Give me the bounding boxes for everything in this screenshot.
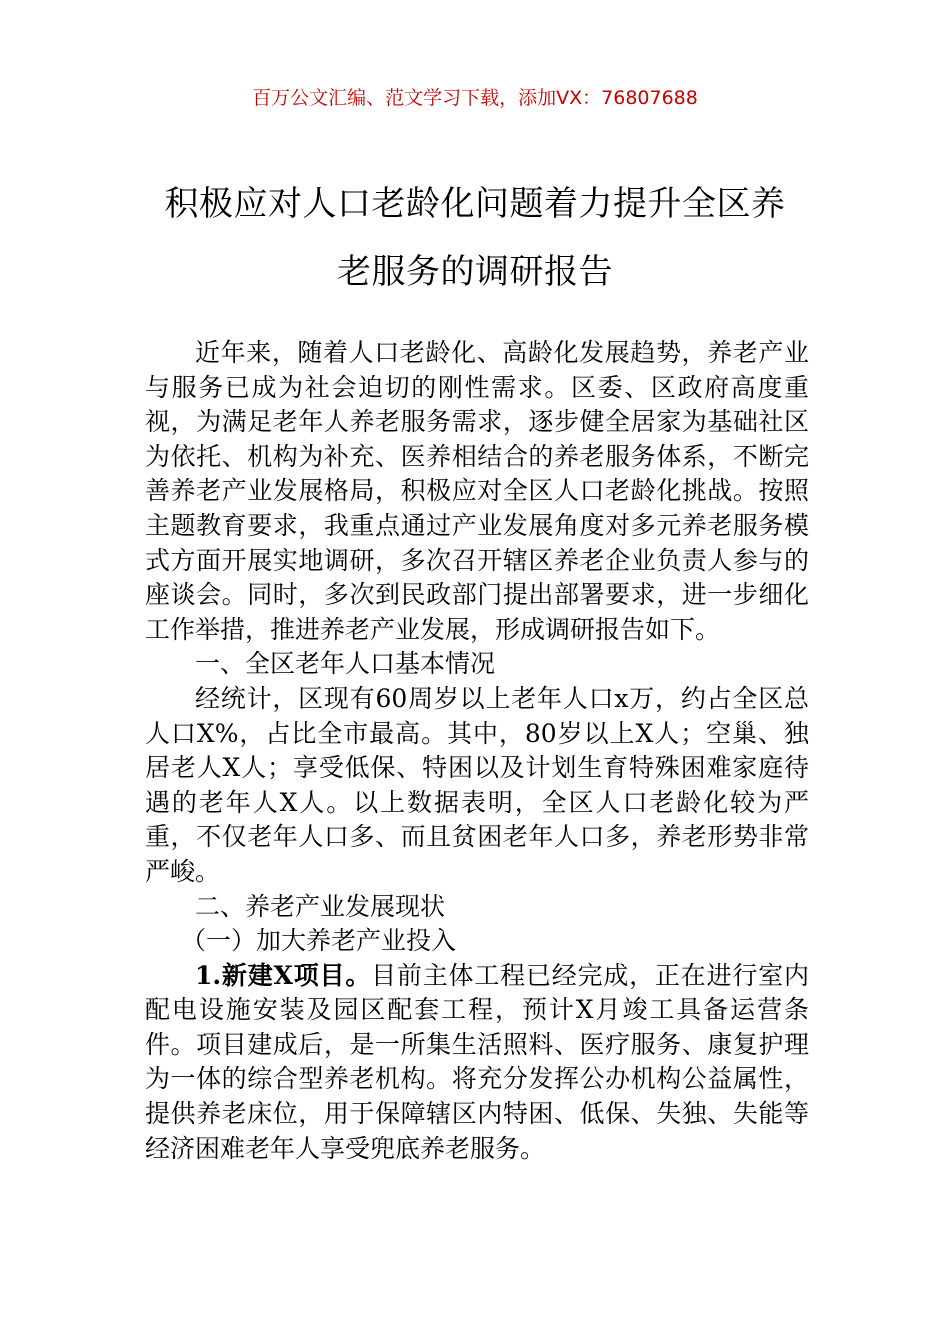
- document-body: [145, 336, 809, 1166]
- item-1-text: 目前主体工程已经完成，正在进行室内配电设施安装及园区配套工程，预计X月竣工具备运营条件。项目建成后，是一所集生活照料、医疗服务、康复护理为一体的综合型养老机构。将充分发挥公办机构公益属性，提供养老床位，用于保障辖区内特困、低保、失独、失能等经济困难老年人享受兜底养老服务。: [145, 960, 809, 1163]
- document-title-line-2: 老服务的调研报告: [337, 252, 613, 292]
- section-2-heading: 二、养老产业发展现状: [195, 891, 446, 921]
- section-1-paragraph: 经统计，区现有60周岁以上老年人口x万，约占全区总人口X%，占比全市最高。其中，80岁以上X人；空巢、独居老人X人；享受低保、特困以及计划生育特殊困难家庭待遇的老年人X人。以上数据表明，全区人口老龄化较为严重，不仅老年人口多、而且贫困老年人口多，养老形势非常严峻。: [145, 683, 809, 886]
- intro-paragraph: 近年来，随着人口老龄化、高龄化发展趋势，养老产业与服务已成为社会迫切的刚性需求。区委、区政府高度重视，为满足老年人养老服务需求，逐步健全居家为基础社区为依托、机构为补充、医养相结合的养老服务体系，不断完善养老产业发展格局，积极应对全区人口老龄化挑战。按照主题教育要求，我重点通过产业发展角度对多元养老服务模式方面开展实地调研，多次召开辖区养老企业负责人参与的座谈会。同时，多次到民政部门提出部署要求，进一步细化工作举措，推进养老产业发展，形成调研报告如下。: [145, 338, 809, 644]
- header-watermark-text: 百万公文汇编、范文学习下载，添加VX：76807688: [252, 87, 698, 109]
- item-1-paragraph: [145, 959, 809, 1167]
- section-1-heading: 一、全区老年人口基本情况: [195, 649, 496, 679]
- subsection-1-heading: （一）加大养老产业投入: [181, 926, 457, 956]
- item-1-heading: 1.新建X项目。: [195, 960, 372, 990]
- document-title-line-1: 积极应对人口老龄化问题着力提升全区养: [164, 184, 786, 224]
